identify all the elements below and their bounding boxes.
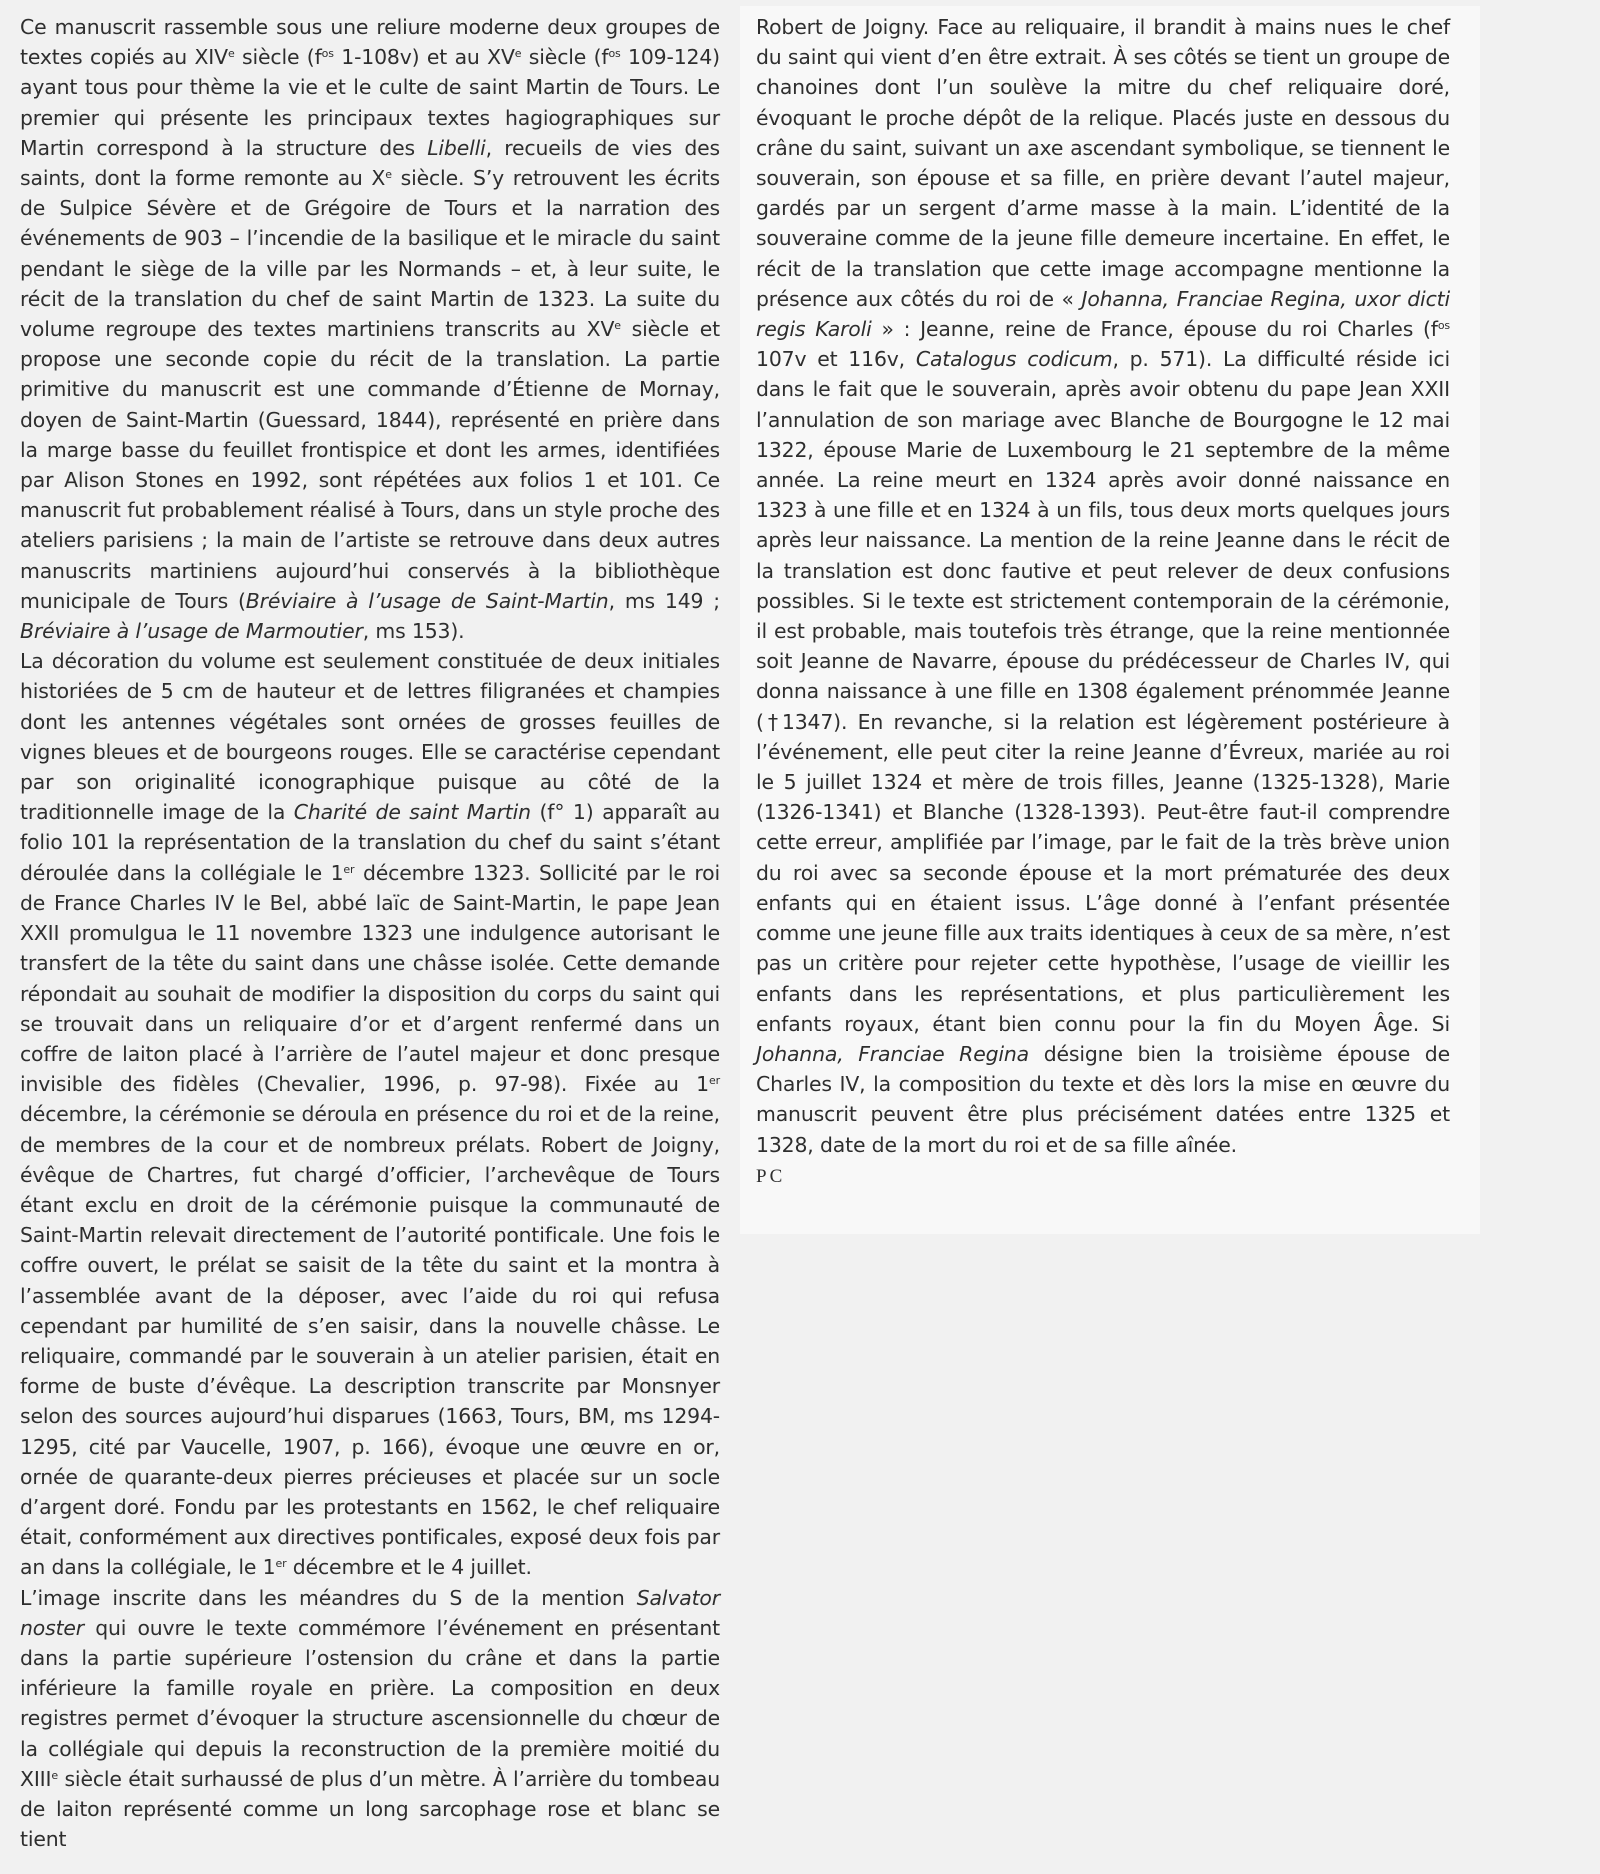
italic-title: Johanna, Franciae Regina — [756, 1041, 1030, 1066]
italic-title: Bréviaire à l’usage de Saint-Martin — [245, 588, 609, 613]
text-run: (f° 1) apparaît au folio 101 la représentation de la translation du chef du saint s’étant déroulée dans la collégiale le 1 — [20, 800, 720, 885]
italic-title: Johanna, Franciae Regina, uxor dicti regis Karoli — [756, 286, 1450, 342]
superscript: er — [343, 862, 355, 876]
text-run: siècle était surhaussé de plus d’un mètre. À l’arrière du tombeau de laiton représenté comme un long sarcophage rose et blanc se tient — [20, 1766, 720, 1852]
superscript: os — [321, 47, 334, 61]
author-initials: PC — [756, 1165, 786, 1187]
text-run: désigne bien la troisième épouse de Charles IV, la composition du texte et dès lors la mise en œuvre du manuscrit peuvent être plus précisément datées entre 1325 et 1328, date de la mort du roi et de sa fille aînée. — [756, 1041, 1450, 1157]
superscript: e — [51, 1768, 59, 1782]
superscript: os — [608, 47, 621, 61]
superscript: er — [275, 1557, 287, 1571]
text-run: , ms 153). — [362, 619, 465, 644]
italic-title: Charité de saint Martin — [293, 800, 531, 825]
superscript: er — [709, 1074, 720, 1088]
italic-title: Catalogus codicum — [915, 347, 1113, 372]
text-run: siècle et propose une seconde copie du récit de la translation. La partie primitive du manuscrit est une commande d’Étienne de Mornay, doyen de Saint-Martin (Guessard, 1844), représenté en prière dans la marge basse du feuillet frontispice et dont les armes, identifiées par Alison Stones en 1992, sont répétées aux folios 1 et 101. Ce manuscrit fut probablement réalisé à Tours, dans un style proche des ateliers parisiens ; la main de l’artiste se retrouve dans deux autres manuscrits martiniens aujourd’hui conservés à la bibliothèque municipale de Tours ( — [20, 317, 720, 613]
text-run: siècle. S’y retrouvent les écrits de Sulpice Sévère et de Grégoire de Tours et la narration des événements de 903 – l’incendie de la basilique et le miracle du saint pendant le siège de la ville par les Normands – et, à leur suite, le récit de la translation du chef de saint Martin de 1323. La suite du volume regroupe des textes martiniens transcrits au XV — [20, 166, 720, 342]
text-run: siècle (f — [521, 45, 609, 70]
text-run: , ms 149 ; — [608, 588, 721, 613]
left-paragraph — [20, 1583, 720, 1855]
superscript: e — [614, 319, 621, 333]
text-run: Ce manuscrit rassemble sous une reliure moderne deux groupes de textes copiés au XIV — [20, 15, 720, 70]
text-run: L’image inscrite dans les méandres du S de la mention — [20, 1585, 637, 1610]
text-run: décembre 1323. Sollicité par le roi de France Charles IV le Bel, abbé laïc de Saint-Martin, le pape Jean XXII promulgua le 11 novembre 1323 une indulgence autorisant le transfert de la tête du saint dans une châsse isolée. Cette demande répondait au souhait de modifier la disposition du corps du saint qui se trouvait dans un reliquaire d’or et d’argent renfermé dans un coffre de laiton placé à l’arrière de l’autel majeur et donc presque invisible des fidèles (Chevalier, 1996, p. 97-98). Fixée au 1 — [20, 860, 720, 1097]
text-run: , p. 571). La difficulté réside ici dans le fait que le souverain, après avoir obtenu du pape Jean XXII l’annulation de son mariage avec Blanche de Bourgogne le 12 mai 1322, épouse Marie de Luxembourg le 21 septembre de la même année. La reine meurt en 1324 après avoir donné naissance en 1323 à une fille et en 1324 à un fils, tous deux morts quelques jours après leur naissance. La mention de la reine Jeanne dans le récit de la translation est donc fautive et peut relever de deux confusions possibles. Si le texte est strictement contemporain de la cérémonie, il est probable, mais toutefois très étrange, que la reine mentionnée soit Jeanne de Navarre, épouse du prédécesseur de Charles IV, qui donna naissance à une fille en 1308 également prénommée Jeanne (†1347). En revanche, si la relation est légèrement postérieure à l’événement, elle peut citer la reine Jeanne d’Évreux, mariée au roi le 5 juillet 1324 et mère de trois filles, Jeanne (1325-1328), Marie (1326-1341) et Blanche (1328-1393). Peut-être faut-il comprendre cette erreur, amplifiée par l’image, par le fait de la très brève union du roi avec sa seconde épouse et la mort prématurée des deux enfants qui en étaient issus. L’âge donné à l’enfant présentée comme une jeune fille aux traits identiques à ceux de sa mère, n’est pas un critère pour rejeter cette hypothèse, l’usage de vieillir les enfants dans les représentations, et plus particulièrement les enfants royaux, étant bien connu pour la fin du Moyen Âge. Si — [756, 347, 1451, 1036]
italic-title: Bréviaire à l’usage de Marmoutier — [20, 619, 363, 644]
left-paragraph — [20, 12, 720, 646]
superscript: os — [1437, 319, 1450, 333]
text-run: » : Jeanne, reine de France, épouse du roi Charles (f — [871, 317, 1438, 342]
text-run: , recueils de vies des saints, dont la forme remonte au X — [20, 135, 720, 191]
text-run: décembre, la cérémonie se déroula en présence du roi et de la reine, de membres de la cour et de nombreux prélats. Robert de Joigny, évêque de Chartres, fut chargé d’officier, l’archevêque de Tours étant exclu en droit de la cérémonie puisque la communauté de Saint-Martin relevait directement de l’autorité pontificale. Une fois le coffre ouvert, le prélat se saisit de la tête du saint et la montra à l’assemblée avant de la déposer, avec l’aide du roi qui refusa cependant par humilité de s’en saisir, dans la nouvelle châsse. Le reliquaire, commandé par le souverain à un atelier parisien, était en forme de buste d’évêque. La description transcrite par Monsnyer selon des sources aujourd’hui disparues (1663, Tours, BM, ms 1294-1295, cité par Vaucelle, 1907, p. 166), évoque une œuvre en or, ornée de quarante-deux pierres précieuses et placée sur un socle d’argent doré. Fondu par les protestants en 1562, le chef reliquaire était, conformément aux directives pontificales, exposé deux fois par an dans la collégiale, le 1 — [20, 1102, 720, 1580]
text-run: 109-124) ayant tous pour thème la vie et le culte de saint Martin de Tours. Le premier qui présente les principaux textes hagiographiques sur Martin correspond à la structure des — [20, 45, 720, 160]
text-run: La décoration du volume est seulement constituée de deux initiales historiées de 5 cm de hauteur et de lettres filigranées et champies dont les antennes végétales sont ornées de grosses feuilles de vignes bleues et de bourgeons rouges. Elle se caractérise cependant par son originalité iconographique puisque au côté de la traditionnelle image de la — [20, 649, 720, 825]
text-run: décembre et le 4 juillet. — [286, 1555, 532, 1580]
superscript: e — [227, 47, 235, 61]
italic-title: Libelli — [427, 135, 486, 160]
superscript: e — [385, 168, 392, 182]
text-run: qui ouvre le texte commémore l’événement en présentant dans la partie supérieure l’ostension du crâne et dans la partie inférieure la famille royale en prière. La composition en deux registres permet d’évoquer la structure ascensionnelle du chœur de la collégiale qui depuis la reconstruction de la première moitié du XIII — [20, 1615, 720, 1791]
text-run: Robert de Joigny. Face au reliquaire, il brandit à mains nues le chef du saint qui vient d’en être extrait. À ses côtés se tient un groupe de chanoines dont l’un soulève la mitre du chef reliquaire doré, évoquant le proche dépôt de la relique. Placés juste en dessous du crâne du saint, suivant un axe ascendant symbolique, se tiennent le souverain, son épouse et sa fille, en prière devant l’autel majeur, gardés par un sergent d’arme masse à la main. L’identité de la souveraine comme de la jeune fille demeure incertaine. En effet, le récit de la translation que cette image accompagne mentionne la présence aux côtés du roi de « — [756, 15, 1450, 311]
text-run: 1-108v) et au XV — [333, 45, 515, 70]
text-run: siècle (f — [234, 45, 322, 70]
right-text-column — [740, 6, 1480, 1234]
superscript: e — [514, 47, 522, 61]
right-paragraph — [756, 12, 1450, 1160]
left-text-column — [0, 6, 744, 1868]
left-paragraph — [20, 646, 720, 1582]
text-run: 107v et 116v, — [756, 347, 916, 372]
italic-title: Salvator noster — [20, 1585, 720, 1640]
